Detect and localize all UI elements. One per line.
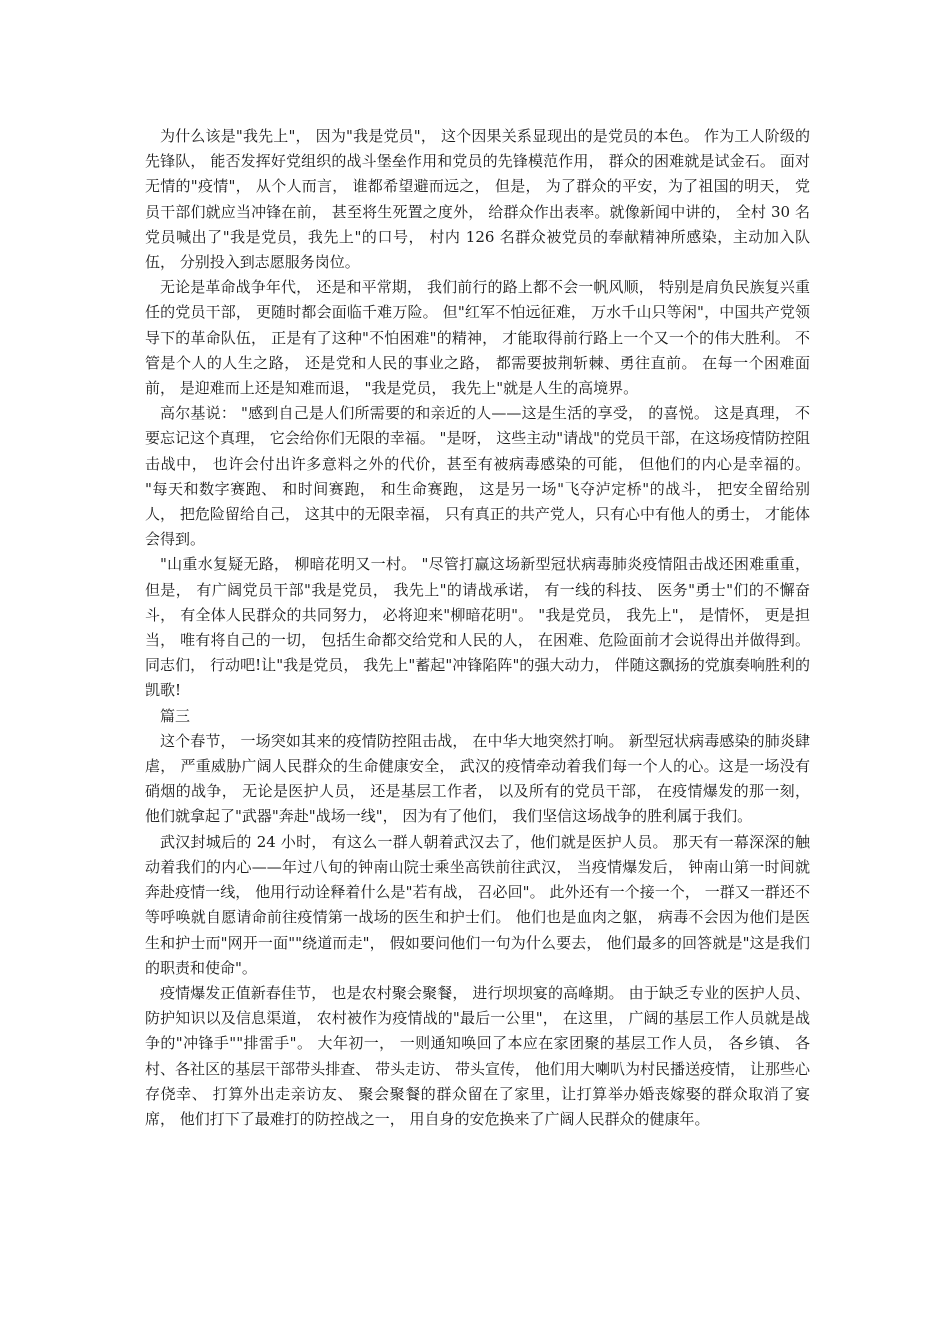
paragraph-3: 高尔基说： "感到自己是人们所需要的和亲近的人——这是生活的享受， 的喜悦。 这是真理， 不要忘记这个真理， 它会给你们无限的幸福。 "是呀， 这些主动"请战"的党员干部，在这场疫情防控阻击战中， 也许会付出许多意料之外的代价，甚至有被病毒感染的可能， 但他们的内心是幸福的。 "每天和数字赛跑、 和时间赛跑， 和生命赛跑， 这是另一场"飞夺泸定桥"的战斗， 把安全留给别人， 把危险留给自己， 这其中的无限幸福， 只有真正的共产党人，只有心中有他人的勇士， 才能体会得到。 [145, 404, 811, 549]
paragraph-1: 为什么该是"我先上"， 因为"我是党员"， 这个因果关系显现出的是党员的本色。 作为工人阶级的先锋队， 能否发挥好党组织的战斗堡垒作用和党员的先锋模范作用， 群众的困难就是试金石。 面对无情的"疫情"， 从个人而言， 谁都希望避而远之， 但是， 为了群众的平安，为了祖国的明天， 党员干部们就应当冲锋在前， 甚至将生死置之度外， 给群众作出表率。就像新闻中讲的， 全村 30 名党员喊出了"我是党员，我先上"的口号， 村内 126 名群众被党员的奉献精神所感染，主动加入队伍， 分别投入到志愿服务岗位。 [145, 127, 810, 272]
paragraph-6: 武汉封城后的 24 小时， 有这么一群人朝着武汉去了，他们就是医护人员。 那天有一幕深深的触动着我们的内心——年过八旬的钟南山院士乘坐高铁前往武汉， 当疫情爆发后， 钟南山第一时间就奔赴疫情一线， 他用行动诠释着什么是"若有战， 召必回"。 此外还有一个接一个， 一群又一群还不等呼唤就自愿请命前往疫情第一战场的医生和护士们。 他们也是血肉之躯， 病毒不会因为他们是医生和护士而"网开一面""绕道而走"， 假如要问他们一句为什么要去， 他们最多的回答就是"这是我们的职责和使命"。 [145, 832, 810, 977]
paragraph-2: 无论是革命战争年代， 还是和平常期， 我们前行的路上都不会一帆风顺， 特别是肩负民族复兴重任的党员干部， 更随时都会面临千难万险。 但"红军不怕远征难， 万水千山只等闲"，中国共产党领导下的革命队伍， 正是有了这种"不怕困难"的精神， 才能取得前行路上一个又一个的伟大胜利。 不管是个人的人生之路， 还是党和人民的事业之路， 都需要披荆斩棘、勇往直前。 在每一个困难面前， 是迎难而上还是知难而退， "我是党员， 我先上"就是人生的高境界。 [145, 278, 810, 398]
paragraph-7: 疫情爆发正值新春佳节， 也是农村聚会聚餐， 进行坝坝宴的高峰期。 由于缺乏专业的医护人员、 防护知识以及信息渠道， 农村被作为疫情战的"最后一公里"， 在这里， 广阔的基层工作人员就是战争的"冲锋手""排雷手"。 大年初一， 一则通知唤回了本应在家团聚的基层工作人员， 各乡镇、 各村、各社区的基层干部带头排查、 带头走访、 带头宣传， 他们用大喇叭为村民播送疫情， 让那些心存侥幸、 打算外出走亲访友、 聚会聚餐的群众留在了家里，让打算举办婚丧嫁娶的群众取消了宴席， 他们打下了最难打的防控战之一， 用自身的安危换来了广阔人民群众的健康年。 [145, 983, 810, 1128]
paragraph-5: 这个春节， 一场突如其来的疫情防控阻击战， 在中华大地突然打响。 新型冠状病毒感染的肺炎肆虐， 严重威胁广阔人民群众的生命健康安全， 武汉的疫情牵动着我们每一个人的心。这是一场没有硝烟的战争， 无论是医护人员， 还是基层工作者， 以及所有的党员干部， 在疫情爆发的那一刻， 他们就拿起了"武器"奔赴"战场一线"， 因为有了他们， 我们坚信这场战争的胜利属于我们。 [145, 731, 810, 826]
paragraph-4: "山重水复疑无路， 柳暗花明又一村。 "尽管打赢这场新型冠状病毒肺炎疫情阻击战还困难重重， 但是， 有广阔党员干部"我是党员， 我先上"的请战承诺， 有一线的科技、 医务"勇士"们的不懈奋斗， 有全体人民群众的共同努力， 必将迎来"柳暗花明"。 "我是党员， 我先上"， 是情怀， 更是担当， 唯有将自己的一切， 包括生命都交给党和人民的人， 在困难、危险面前才会说得出并做得到。 同志们， 行动吧!让"我是党员， 我先上"蓄起"冲锋陷阵"的强大动力， 伴随这飘扬的党旗奏响胜利的凯歌! [145, 555, 810, 700]
section-heading: 篇三 [160, 706, 191, 725]
document-page [145, 124, 810, 1132]
